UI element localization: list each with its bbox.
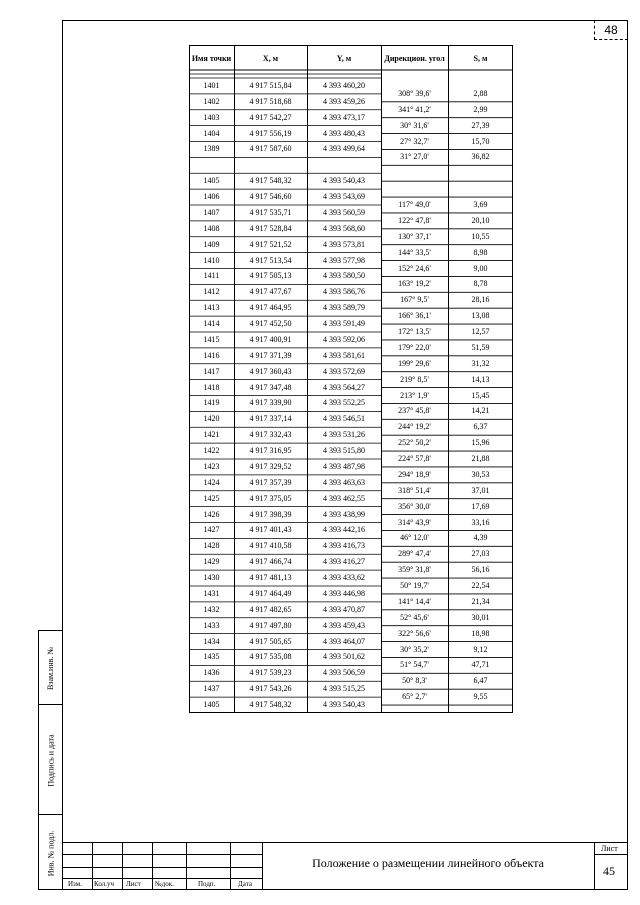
table-header-cell: Дирекцион. угол	[384, 53, 445, 63]
distance-cell: 9,55	[473, 692, 488, 702]
y-coord-cell: 4 393 462,55	[323, 493, 365, 503]
point-name-cell: 1435	[203, 652, 220, 662]
distance-cell: 21,34	[471, 596, 490, 606]
bearing-cell: 30° 31,6'	[400, 120, 429, 130]
y-coord-cell: 4 393 573,81	[323, 239, 365, 249]
stamp-col-date: Дата	[238, 880, 252, 888]
bearing-cell: 27° 32,7'	[400, 136, 429, 146]
point-name-cell: 1402	[203, 96, 220, 106]
x-coord-cell: 4 917 542,27	[249, 112, 292, 122]
distance-cell: 15,96	[471, 438, 490, 448]
distance-cell: 51,59	[471, 342, 490, 352]
distance-cell: 15,45	[471, 390, 490, 400]
x-coord-cell: 4 917 548,32	[249, 176, 292, 186]
x-coord-cell: 4 917 556,19	[249, 128, 292, 138]
bearing-cell: 52° 45,6'	[400, 612, 429, 622]
y-coord-cell: 4 393 568,60	[323, 223, 365, 233]
bearing-cell: 289° 47,4'	[398, 549, 431, 559]
distance-cell: 12,57	[471, 327, 490, 336]
x-coord-cell: 4 917 410,58	[249, 541, 292, 551]
point-name-cell: 1423	[203, 461, 220, 471]
x-coord-cell: 4 917 464,49	[249, 588, 292, 598]
point-name-cell: 1409	[203, 239, 220, 249]
distance-cell: 27,39	[471, 120, 490, 130]
point-name-cell: 1405	[203, 700, 220, 710]
point-name-cell: 1431	[203, 588, 220, 598]
point-name-cell: 1389	[203, 144, 220, 154]
bearing-cell: 152° 24,6'	[398, 263, 431, 273]
page-number-box: 48	[594, 20, 628, 40]
distance-cell: 30,53	[471, 469, 490, 479]
point-name-cell: 1419	[203, 398, 220, 408]
y-coord-cell: 4 393 577,98	[323, 255, 365, 265]
distance-cell: 27,03	[471, 549, 490, 559]
bearing-cell: 294° 18,9'	[398, 469, 431, 479]
y-coord-cell: 4 393 552,25	[323, 398, 365, 408]
y-coord-cell: 4 393 459,43	[323, 620, 365, 630]
y-coord-cell: 4 393 589,79	[323, 303, 365, 313]
point-name-cell: 1436	[203, 668, 220, 678]
distance-cell	[448, 181, 513, 197]
bearing-cell: 50° 8,3'	[402, 676, 427, 686]
bearing-cell	[381, 165, 448, 181]
x-coord-cell: 4 917 398,39	[249, 509, 292, 519]
distance-cell: 6,47	[473, 676, 488, 686]
y-coord-cell: 4 393 416,27	[323, 557, 365, 567]
table-header-cell: Имя точки	[191, 53, 232, 63]
point-name-cell	[189, 157, 234, 173]
table-header-cell: Y, м	[336, 53, 352, 63]
bearing-cell: 213° 1,9'	[400, 390, 429, 400]
point-name-cell: 1407	[203, 207, 220, 217]
y-coord-cell: 4 393 460,20	[323, 80, 365, 90]
stamp-col-change: Изм.	[68, 880, 82, 888]
stamp-col-qty: Кол.уч	[94, 880, 114, 888]
y-coord-cell: 4 393 592,06	[323, 334, 365, 344]
x-coord-cell: 4 917 535,71	[249, 207, 292, 217]
point-name-cell: 1414	[203, 319, 220, 329]
distance-cell: 22,54	[471, 581, 490, 590]
bearing-cell: 163° 19,2'	[398, 279, 431, 289]
stamp-col-sign: Подп.	[198, 880, 216, 888]
point-name-cell: 1415	[203, 334, 220, 344]
x-coord-cell: 4 917 401,43	[249, 525, 292, 535]
distance-cell: 2,99	[473, 104, 488, 114]
x-coord-cell: 4 917 481,13	[249, 573, 292, 583]
distance-cell: 17,69	[471, 501, 490, 511]
x-coord-cell: 4 917 339,90	[249, 398, 292, 408]
x-coord-cell: 4 917 316,95	[249, 446, 292, 456]
x-coord-cell: 4 917 535,08	[249, 652, 292, 662]
x-coord-cell: 4 917 357,39	[249, 477, 292, 487]
point-name-cell: 1427	[203, 525, 220, 535]
distance-cell: 21,88	[471, 454, 490, 463]
distance-cell: 2,88	[473, 88, 488, 98]
bearing-cell: 141° 14,4'	[398, 596, 431, 606]
y-coord-cell: 4 393 438,99	[323, 509, 365, 519]
table-header-cell: S, м	[473, 53, 488, 63]
bearing-cell: 31° 27,0'	[400, 152, 429, 162]
distance-cell: 28,16	[471, 295, 490, 305]
bearing-cell: 252° 50,2'	[398, 438, 431, 448]
distance-cell: 20,10	[471, 215, 490, 225]
bearing-cell: 46° 12,0'	[400, 533, 429, 543]
bearing-cell: 179° 22,0'	[398, 342, 431, 352]
side-label-signature-date: Подпись и дата	[46, 733, 56, 787]
distance-cell: 4,39	[473, 533, 488, 543]
point-name-cell: 1404	[203, 128, 220, 138]
bearing-cell: 356° 30,0'	[398, 501, 431, 511]
y-coord-cell: 4 393 442,16	[323, 525, 365, 535]
bearing-cell: 117° 49,0'	[398, 200, 431, 209]
point-name-cell: 1405	[203, 176, 220, 186]
x-coord-cell: 4 917 548,32	[249, 700, 292, 710]
x-coord-cell: 4 917 482,65	[249, 604, 292, 614]
point-name-cell: 1433	[203, 620, 220, 630]
distance-cell: 9,00	[473, 263, 488, 273]
y-coord-cell: 4 393 459,26	[323, 96, 365, 106]
y-coord-cell: 4 393 506,59	[323, 668, 365, 678]
x-coord-cell: 4 917 587,60	[249, 144, 292, 154]
table-header-cell: X, м	[262, 53, 279, 63]
bearing-cell: 224° 57,8'	[398, 454, 431, 463]
distance-cell: 8,98	[473, 247, 488, 257]
y-coord-cell: 4 393 540,43	[323, 176, 365, 186]
distance-cell: 30,01	[471, 612, 490, 622]
y-coord-cell: 4 393 572,69	[323, 366, 365, 376]
sheet-number: 45	[603, 864, 615, 878]
point-name-cell: 1420	[203, 414, 220, 424]
stamp-col-doc: №док.	[155, 880, 174, 888]
x-coord-cell: 4 917 513,54	[249, 255, 292, 265]
side-label-original-inv: Инв. № подл.	[46, 830, 56, 876]
distance-cell: 18,98	[471, 628, 490, 638]
y-coord-cell: 4 393 416,73	[323, 541, 365, 551]
distance-cell: 47,71	[471, 660, 490, 670]
point-name-cell: 1403	[203, 112, 220, 122]
y-coord-cell: 4 393 515,25	[323, 684, 365, 694]
y-coord-cell: 4 393 480,43	[323, 128, 365, 138]
bearing-cell: 314° 43,9'	[398, 517, 431, 527]
distance-cell: 14,13	[471, 374, 490, 384]
x-coord-cell: 4 917 375,05	[249, 493, 292, 503]
point-name-cell: 1430	[203, 573, 220, 583]
point-name-cell: 1424	[203, 477, 220, 487]
distance-cell: 33,16	[471, 517, 490, 527]
stamp-col-sheet: Лист	[126, 880, 141, 888]
y-coord-cell: 4 393 531,26	[323, 430, 365, 440]
x-coord-cell: 4 917 515,84	[249, 80, 292, 90]
y-coord-cell: 4 393 446,98	[323, 588, 365, 598]
point-name-cell: 1413	[203, 303, 220, 313]
point-name-cell: 1432	[203, 604, 220, 614]
point-name-cell: 1417	[203, 366, 220, 376]
y-coord-cell: 4 393 586,76	[323, 287, 365, 297]
point-name-cell: 1416	[203, 350, 220, 360]
bearing-cell: 244° 19,2'	[398, 422, 431, 432]
distance-cell: 36,82	[471, 152, 490, 162]
distance-cell: 10,55	[471, 231, 490, 241]
x-coord-cell: 4 917 543,26	[249, 684, 292, 694]
x-coord-cell: 4 917 521,52	[249, 239, 292, 249]
y-coord-cell: 4 393 463,63	[323, 477, 365, 487]
x-coord-cell: 4 917 347,48	[249, 382, 292, 392]
sheet-label: Лист	[601, 844, 618, 853]
bearing-cell: 166° 36,1'	[398, 311, 431, 321]
y-coord-cell: 4 393 580,50	[323, 271, 365, 281]
point-name-cell: 1408	[203, 223, 220, 233]
point-name-cell: 1418	[203, 382, 220, 392]
y-coord-cell: 4 393 581,61	[323, 350, 365, 360]
x-coord-cell: 4 917 518,68	[249, 96, 292, 106]
point-name-cell: 1412	[203, 287, 220, 297]
y-coord-cell: 4 393 487,98	[323, 461, 365, 471]
point-name-cell: 1406	[203, 192, 220, 202]
side-stamp	[38, 630, 63, 890]
bearing-cell: 237° 45,8'	[398, 406, 431, 416]
y-coord-cell: 4 393 543,69	[323, 192, 365, 202]
point-name-cell: 1426	[203, 509, 220, 519]
coordinates-table	[189, 45, 513, 713]
point-name-cell: 1422	[203, 446, 220, 456]
x-coord-cell: 4 917 329,52	[249, 461, 292, 471]
point-name-cell: 1428	[203, 541, 220, 551]
bearing-cell: 50° 19,7'	[400, 581, 429, 590]
x-coord-cell: 4 917 546,60	[249, 192, 292, 202]
bearing-cell: 51° 54,7'	[400, 660, 429, 670]
distance-cell: 14,21	[471, 406, 490, 416]
distance-cell	[448, 165, 513, 181]
y-coord-cell: 4 393 464,07	[323, 636, 365, 646]
y-coord-cell: 4 393 564,27	[323, 382, 365, 392]
x-coord-cell: 4 917 505,65	[249, 636, 292, 646]
x-coord-cell: 4 917 337,14	[249, 414, 292, 424]
point-name-cell: 1410	[203, 255, 220, 265]
y-coord-cell: 4 393 591,49	[323, 319, 365, 329]
distance-cell: 3,69	[473, 200, 488, 209]
bearing-cell: 30° 35,2'	[400, 644, 429, 654]
x-coord-cell: 4 917 464,95	[249, 303, 292, 313]
x-coord-cell: 4 917 360,43	[249, 366, 292, 376]
bearing-cell: 172° 13,5'	[398, 327, 431, 336]
point-name-cell: 1437	[203, 684, 220, 694]
x-coord-cell: 4 917 400,91	[249, 334, 292, 344]
y-coord-cell: 4 393 515,80	[323, 446, 365, 456]
point-name-cell: 1434	[203, 636, 220, 646]
bearing-cell: 167° 9,5'	[400, 295, 429, 305]
distance-cell: 56,16	[471, 565, 490, 575]
bearing-cell	[381, 181, 448, 197]
bearing-cell: 359° 31,8'	[398, 565, 431, 575]
bearing-cell: 322° 56,6'	[398, 628, 431, 638]
point-name-cell: 1425	[203, 493, 220, 503]
point-name-cell: 1401	[203, 80, 220, 90]
x-coord-cell	[234, 157, 307, 173]
y-coord-cell: 4 393 501,62	[323, 652, 365, 662]
x-coord-cell: 4 917 528,84	[249, 223, 292, 233]
x-coord-cell: 4 917 477,67	[249, 287, 292, 297]
point-name-cell: 1411	[203, 271, 220, 281]
distance-cell: 37,01	[471, 485, 490, 495]
bearing-cell: 341° 41,2'	[398, 104, 431, 114]
y-coord-cell: 4 393 470,87	[323, 604, 365, 614]
x-coord-cell: 4 917 505,13	[249, 271, 292, 281]
distance-cell: 31,32	[471, 358, 490, 368]
y-coord-cell: 4 393 433,62	[323, 573, 365, 583]
y-coord-cell: 4 393 560,59	[323, 207, 365, 217]
bearing-cell: 65° 2,7'	[402, 692, 427, 702]
bearing-cell: 199° 29,6'	[398, 358, 431, 368]
distance-cell: 15,70	[471, 136, 490, 146]
y-coord-cell	[307, 157, 381, 173]
x-coord-cell: 4 917 466,74	[249, 557, 292, 567]
distance-cell: 8,78	[473, 279, 488, 289]
x-coord-cell: 4 917 497,80	[249, 620, 292, 630]
x-coord-cell: 4 917 371,39	[249, 350, 292, 360]
bearing-cell: 308° 39,6'	[398, 88, 431, 98]
bearing-cell: 144° 33,5'	[398, 247, 431, 257]
y-coord-cell: 4 393 473,17	[323, 112, 365, 122]
distance-cell: 13,08	[471, 311, 490, 321]
x-coord-cell: 4 917 332,43	[249, 430, 292, 440]
point-name-cell: 1421	[203, 430, 220, 440]
point-name-cell: 1429	[203, 557, 220, 567]
x-coord-cell: 4 917 539,23	[249, 668, 292, 678]
bearing-cell: 219° 8,5'	[400, 374, 429, 384]
bearing-cell: 130° 37,1'	[398, 231, 431, 241]
distance-cell: 9,12	[473, 644, 488, 654]
y-coord-cell: 4 393 540,43	[323, 700, 365, 710]
y-coord-cell: 4 393 546,51	[323, 414, 365, 424]
bearing-cell: 318° 51,4'	[398, 485, 431, 495]
side-label-replace-inv: Взам.инв. №	[46, 646, 56, 690]
document-title: Положение о размещении линейного объекта	[312, 856, 544, 870]
x-coord-cell: 4 917 452,50	[249, 319, 292, 329]
distance-cell: 6,37	[473, 422, 488, 432]
y-coord-cell: 4 393 499,64	[323, 144, 365, 154]
bearing-cell: 122° 47,8'	[398, 215, 431, 225]
